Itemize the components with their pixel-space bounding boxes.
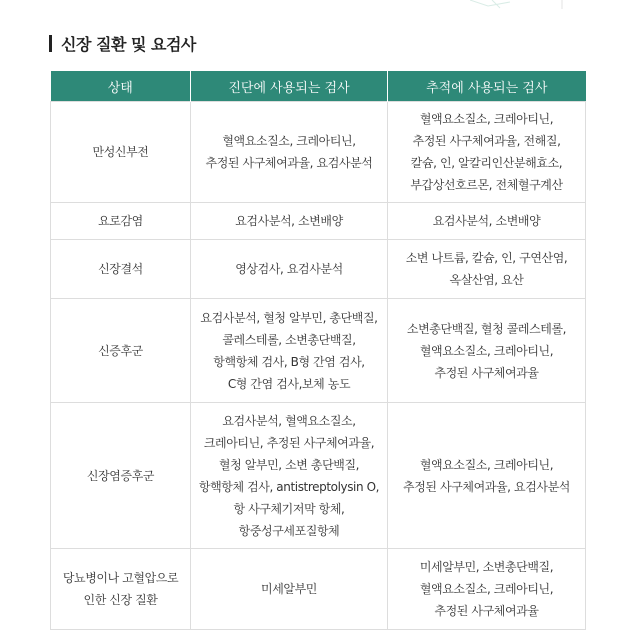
- cell-diagnosis: 영상검사, 요검사분석: [191, 240, 388, 299]
- table-row: [51, 403, 586, 549]
- table-row: [51, 240, 586, 299]
- table-header-row: [51, 71, 586, 102]
- decorative-graphic: [470, 0, 580, 10]
- cell-condition: 신증후군: [51, 299, 191, 403]
- cell-monitoring: 소변총단백질, 혈청 콜레스테롤, 혈액요소질소, 크레아티닌, 추정된 사구체여과율: [388, 299, 586, 403]
- cell-diagnosis: 미세알부민: [191, 549, 388, 630]
- header-condition: 상태: [51, 71, 191, 102]
- cell-monitoring: 혈액요소질소, 크레아티닌, 추정된 사구체여과율, 전해질, 칼슘, 인, 알칼리인산분해효소, 부갑상선호르몬, 전체혈구계산: [388, 102, 586, 203]
- section-title: [49, 33, 196, 53]
- kidney-test-table: [50, 71, 586, 630]
- cell-condition: 신장결석: [51, 240, 191, 299]
- cell-monitoring: 요검사분석, 소변배양: [388, 203, 586, 240]
- table-row: [51, 299, 586, 403]
- title-marker: [49, 35, 52, 52]
- table-row: [51, 549, 586, 630]
- table-row: [51, 102, 586, 203]
- cell-monitoring: 혈액요소질소, 크레아티닌, 추정된 사구체여과율, 요검사분석: [388, 403, 586, 549]
- header-monitoring: 추적에 사용되는 검사: [388, 71, 586, 102]
- cell-diagnosis: 요검사분석, 혈액요소질소, 크레아티닌, 추정된 사구체여과율, 혈청 알부민, 소변 총단백질, 항핵항체 검사, antistreptolysin O, 항 사구체기저막 항체, 항중성구세포질항체: [191, 403, 388, 549]
- page-title: 신장 질환 및 요검사: [61, 34, 196, 54]
- cell-diagnosis: 혈액요소질소, 크레아티닌, 추정된 사구체여과율, 요검사분석: [191, 102, 388, 203]
- cell-condition: 신장염증후군: [51, 403, 191, 549]
- cell-monitoring: 미세알부민, 소변총단백질, 혈액요소질소, 크레아티닌, 추정된 사구체여과율: [388, 549, 586, 630]
- cell-condition: 요로감염: [51, 203, 191, 240]
- table-row: [51, 203, 586, 240]
- cell-monitoring: 소변 나트륨, 칼슘, 인, 구연산염, 옥살산염, 요산: [388, 240, 586, 299]
- cell-condition: 만성신부전: [51, 102, 191, 203]
- cell-diagnosis: 요검사분석, 소변배양: [191, 203, 388, 240]
- cell-diagnosis: 요검사분석, 혈청 알부민, 총단백질, 콜레스테롤, 소변총단백질, 항핵항체 검사, B형 간염 검사, C형 간염 검사,보체 농도: [191, 299, 388, 403]
- header-diagnosis: 진단에 사용되는 검사: [191, 71, 388, 102]
- cell-condition: 당뇨병이나 고혈압으로 인한 신장 질환: [51, 549, 191, 630]
